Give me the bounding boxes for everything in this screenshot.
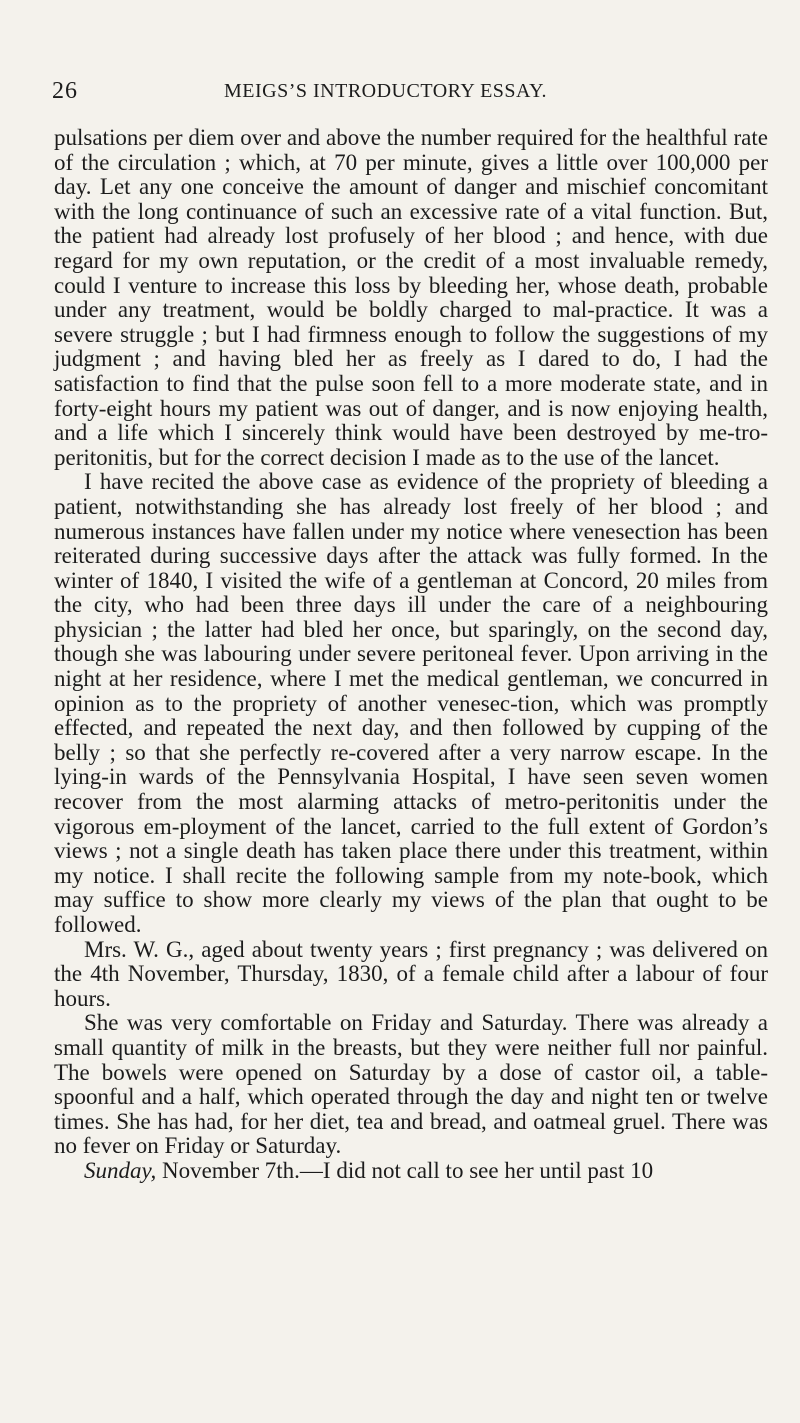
page-number: 26	[52, 78, 78, 104]
paragraph: She was very comfortable on Friday and Saturday. There was already a small quantity of milk in the breasts, but they were neither full nor painful. The bowels were opened on Saturday by a dose of castor oil, a table-spoonful and a half, which operated through the day and night ten or twelve times. She has had, for her diet, tea and bread, and oatmeal gruel. There was no fever on Friday or Saturday.	[54, 1010, 768, 1159]
body-text	[54, 126, 768, 1184]
running-head: MEIGS’S INTRODUCTORY ESSAY.	[224, 80, 548, 102]
paragraph-last	[54, 1159, 768, 1184]
paragraph: Mrs. W. G., aged about twenty years ; first pregnancy ; was delivered on the 4th November, Thursday, 1830, of a female child after a labour of four hours.	[54, 936, 768, 1011]
page-header	[52, 78, 752, 108]
paragraph: pulsations per diem over and above the number required for the healthful rate of the circulation ; which, at 70 per minute, gives a little over 100,000 per day. Let any one conceive the amount of danger and mischief concomitant with the long continuance of such an excessive rate of a vital function. But, the patient had already lost profusely of her blood ; and hence, with due regard for my own reputation, or the credit of a most invaluable remedy, could I venture to increase this loss by bleeding her, whose death, probable under any treatment, would be boldly charged to mal-practice. It was a severe struggle ; but I had firmness enough to follow the suggestions of my judgment ; and having bled her as freely as I dared to do, I had the satisfaction to find that the pulse soon fell to a more moderate state, and in forty-eight hours my patient was out of danger, and is now enjoying health, and a life which I sincerely think would have been destroyed by me-tro-peritonitis, but for the correct decision I made as to the use of the lancet.	[54, 125, 768, 470]
last-paragraph-text: November 7th.—I did not call to see her until past 10	[156, 1157, 654, 1183]
paragraph: I have recited the above case as evidence of the propriety of bleeding a patient, notwithstanding she has already lost freely of her blood ; and numerous instances have fallen under my notice where venesection has been reiterated during successive days after the attack was fully formed. In the winter of 1840, I visited the wife of a gentleman at Concord, 20 miles from the city, who had been three days ill under the care of a neighbouring physician ; the latter had bled her once, but sparingly, on the second day, though she was labouring under severe peritoneal fever. Upon arriving in the night at her residence, where I met the medical gentleman, we concurred in opinion as to the propriety of another venesec-tion, which was promptly effected, and repeated the next day, and then followed by cupping of the belly ; so that she perfectly re-covered after a very narrow escape. In the lying-in wards of the Pennsylvania Hospital, I have seen seven women recover from the most alarming attacks of metro-peritonitis under the vigorous em-ployment of the lancet, carried to the full extent of Gordon’s views ; not a single death has taken place there under this treatment, within my notice. I shall recite the following sample from my note-book, which may suffice to show more clearly my views of the plan that ought to be followed.	[54, 469, 768, 937]
italic-day: Sunday,	[84, 1157, 157, 1183]
